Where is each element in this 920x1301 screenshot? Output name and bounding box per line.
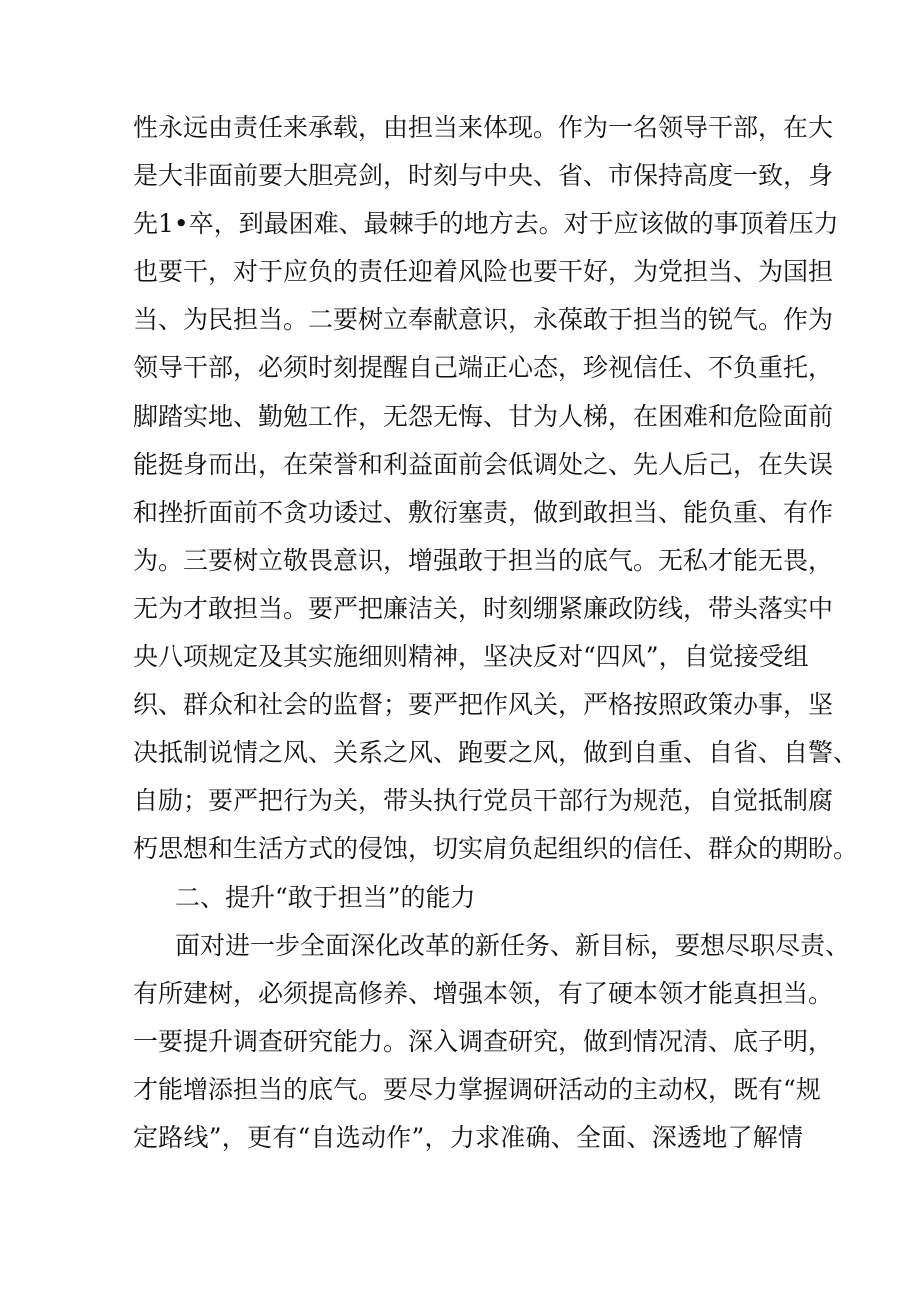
text-line-11: 无为才敢担当。要严把廉洁关，时刻绷紧廉政防线，带头落实中 (133, 593, 834, 623)
text-line-19: 有所建树，必须提高修养、增强本领，有了硬本领才能真担当。 (133, 978, 834, 1008)
text-line-20: 一要提升调查研究能力。深入调查研究，做到情况清、底子明， (133, 1026, 834, 1056)
section-heading: 二、提升“敢于担当”的能力 (175, 882, 476, 912)
text-line-10: 为。三要树立敬畏意识，增强敢于担当的底气。无私才能无畏， (133, 545, 834, 575)
text-line-5: 当、为民担当。二要树立奉献意识，永葆敢于担当的锐气。作为 (133, 305, 834, 335)
text-line-1: 性永远由责任来承载，由担当来体现。作为一名领导干部，在大 (133, 113, 834, 142)
text-line-9: 和挫折面前不贪功诿过、敷衍塞责，做到敢担当、能负重、有作 (133, 497, 834, 527)
text-line-4: 也要干，对于应负的责任迎着风险也要干好，为党担当、为国担 (133, 257, 834, 287)
text-line-3: 先1•卒，到最困难、最棘手的地方去。对于应该做的事顶着压力 (133, 209, 839, 239)
text-line-12: 央八项规定及其实施细则精神，坚决反对“四风”，自觉接受组 (133, 642, 809, 672)
text-line-2: 是大非面前要大胆亮剑，时刻与中央、省、市保持高度一致，身 (133, 161, 834, 191)
text-line-22: 定路线”，更有“自选动作”，力求准确、全面、深透地了解情 (133, 1122, 803, 1152)
body-text (133, 104, 859, 1162)
text-line-8: 能挺身而出，在荣誉和利益面前会低调处之、先人后己，在失误 (133, 449, 834, 479)
text-line-6: 领导干部，必须时刻提醒自己端正心态，珍视信任、不负重托， (133, 353, 834, 383)
text-line-7: 脚踏实地、勤勉工作，无怨无悔、甘为人梯，在困难和危险面前 (133, 401, 834, 431)
text-line-13: 织、群众和社会的监督；要严把作风关，严格按照政策办事，坚 (133, 690, 834, 720)
text-line-15: 自励；要严把行为关，带头执行党员干部行为规范，自觉抵制腐 (133, 786, 834, 816)
text-line-21: 才能增添担当的底气。要尽力掌握调研活动的主动权，既有“规 (133, 1074, 821, 1104)
text-line-18: 面对进一步全面深化改革的新任务、新目标，要想尽职尽责、 (175, 930, 851, 960)
text-line-16: 朽思想和生活方式的侵蚀，切实肩负起组织的信任、群众的期盼。 (133, 834, 859, 864)
text-line-14: 决抵制说情之风、关系之风、跑要之风，做到自重、自省、自警、 (133, 738, 859, 768)
